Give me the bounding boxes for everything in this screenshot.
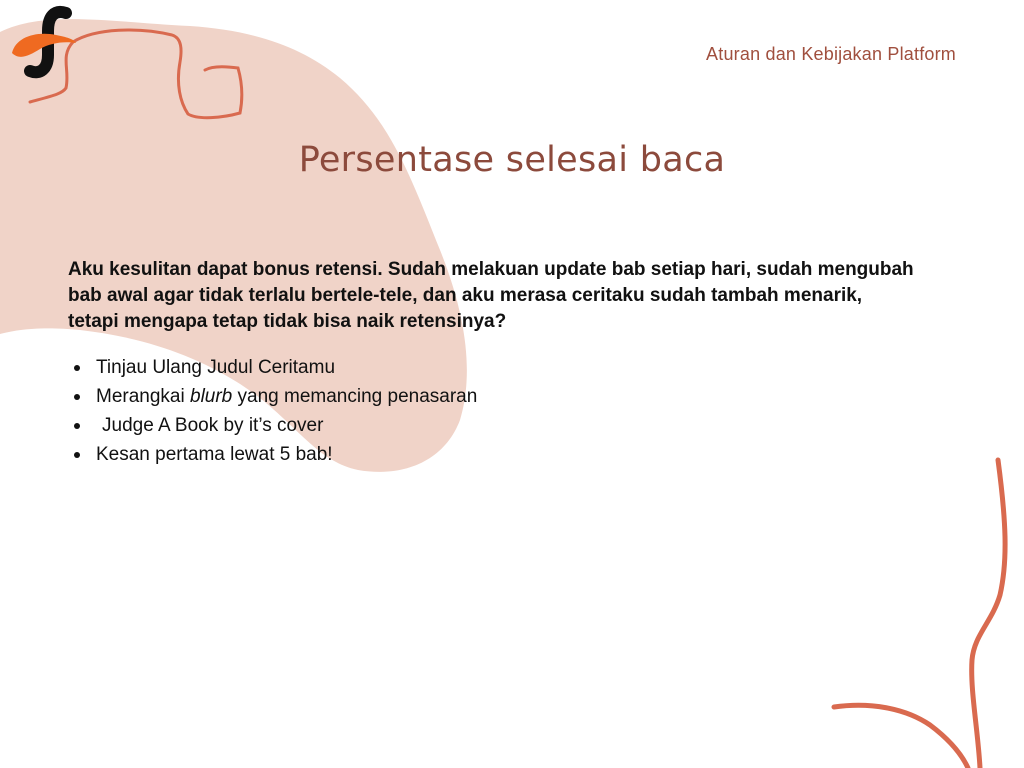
brand-logo-f-icon [10,5,78,79]
decorative-curve-bottom [834,705,968,768]
bullet-dot-icon [74,423,80,429]
list-item [68,440,477,469]
bullet-dot-icon [74,365,80,371]
bullet-dot-icon [74,452,80,458]
bullet-dot-icon [74,394,80,400]
list-item-text-emphasis: blurb [190,386,233,407]
list-item-text: Tinjau Ulang Judul Ceritamu [96,357,336,378]
slide-title: Persentase selesai baca [298,140,726,180]
header-title: Aturan dan Kebijakan Platform [706,44,956,64]
list-item-text-suffix: yang memancing penasaran [232,386,478,407]
list-item-text: Kesan pertama lewat 5 bab! [96,444,333,465]
list-item-text-prefix: Merangkai [96,386,190,407]
list-item-text: Judge A Book by it’s cover [102,415,324,436]
list-item [68,353,477,382]
decorative-vine-right [972,460,1005,768]
question-text: Aku kesulitan dapat bonus retensi. Sudah melakuan update bab setiap hari, sudah mengubah bab awal agar tidak terlalu bertele-tele, dan aku merasa ceritaku sudah tambah menarik, tetapi mengapa tetap tidak bisa naik retensinya? [68,259,914,332]
list-item [68,382,477,411]
tips-list [68,353,477,469]
list-item [68,411,477,440]
